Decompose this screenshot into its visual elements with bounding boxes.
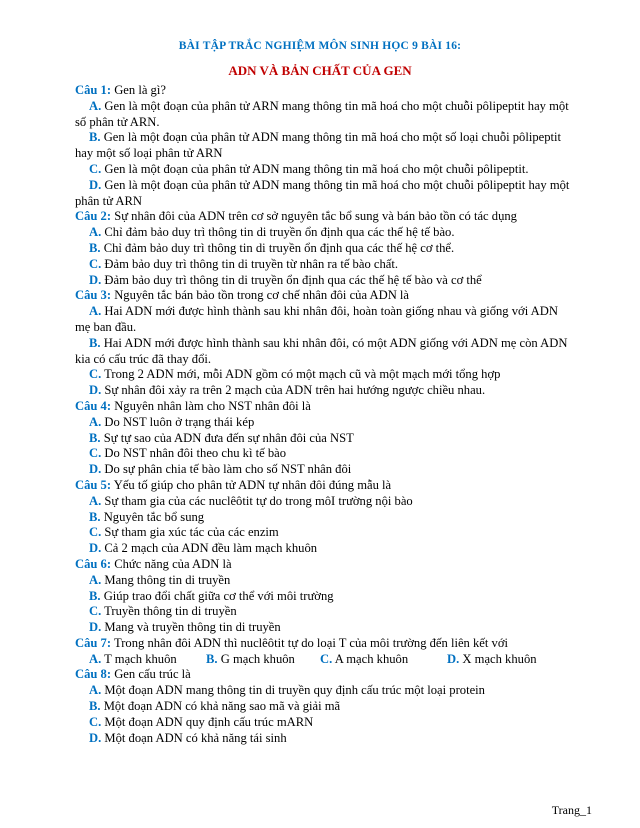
- answer-letter: C.: [89, 256, 102, 271]
- answer-text: Một đoạn ADN quy định cấu trúc mARN: [101, 714, 314, 729]
- answer-text: Do NST nhân đôi theo chu kì tế bào: [101, 446, 287, 461]
- answer-option-b: [206, 652, 320, 668]
- answer-option-a: [75, 415, 570, 431]
- answer-text: Do NST luôn ở trạng thái kép: [101, 414, 255, 429]
- answer-option-c: [75, 162, 570, 178]
- answer-text: Một đoạn ADN có khả năng tái sinh: [101, 730, 287, 745]
- answer-text: G mạch khuôn: [217, 651, 295, 666]
- question-text: Nguyên tắc bán bảo tồn trong cơ chế nhân đôi của ADN là: [111, 288, 410, 303]
- answer-letter: C.: [89, 714, 102, 729]
- question-list: [75, 83, 570, 746]
- answer-letter: B.: [89, 430, 101, 445]
- question-number: Câu 1:: [75, 83, 112, 97]
- answer-option-d: [447, 652, 537, 668]
- question-3: [75, 288, 570, 304]
- answer-letter: C.: [89, 161, 102, 176]
- answer-text: Giúp trao đổi chất giữa cơ thể với môi trường: [100, 588, 334, 603]
- answer-text: Sự tham gia xúc tác của các enzim: [101, 525, 279, 540]
- answer-text: Sự tự sao của ADN đưa đến sự nhân đôi của NST: [100, 430, 354, 445]
- question-number: Câu 8:: [75, 667, 112, 682]
- question-number: Câu 2:: [75, 209, 112, 224]
- answer-letter: D.: [89, 383, 102, 398]
- answer-text: Do sự phân chia tế bào làm cho số NST nhân đôi: [101, 462, 352, 477]
- answer-letter: D.: [89, 177, 102, 192]
- answer-option-a: [75, 225, 570, 241]
- answer-text: X mạch khuôn: [459, 651, 537, 666]
- answer-option-b: [75, 130, 570, 162]
- question-text: Nguyên nhân làm cho NST nhân đôi là: [111, 398, 311, 413]
- answer-letter: D.: [89, 730, 102, 745]
- question-8: [75, 667, 570, 683]
- answer-text: Gen là một đoạn của phân tử ADN mang thông tin mã hoá cho một số loại chuỗi pôlipeptit hay một số loại phân tử ARN: [75, 130, 562, 161]
- answer-option-c: [75, 715, 570, 731]
- question-text: Chức năng của ADN là: [111, 556, 232, 571]
- answer-letter: A.: [89, 651, 102, 666]
- answer-option-a: [75, 494, 570, 510]
- answer-option-d: [75, 620, 570, 636]
- answer-text: Nguyên tắc bổ sung: [100, 509, 205, 524]
- answer-text: Chỉ đảm bảo duy trì thông tin di truyền ổn định qua các thế hệ tế bào.: [101, 225, 455, 240]
- answer-letter: A.: [89, 493, 102, 508]
- document-title: BÀI TẬP TRẮC NGHIỆM MÔN SINH HỌC 9 BÀI 16:: [178, 40, 462, 52]
- answer-text: T mạch khuôn: [101, 651, 177, 666]
- question-7: [75, 636, 570, 652]
- question-4: [75, 399, 570, 415]
- question-number: Câu 5:: [75, 477, 112, 492]
- answer-text: Chỉ đảm bảo duy trì thông tin di truyền ổn định qua các thế hệ cơ thể.: [100, 240, 455, 255]
- answer-option-b: [75, 699, 570, 715]
- answer-option-d: [75, 178, 570, 210]
- answer-letter: B.: [89, 509, 101, 524]
- answer-text: Gen là một đoạn của phân tử ARN mang thông tin mã hoá cho một chuỗi pôlipeptit hay một số phân tử ARN.: [75, 98, 569, 129]
- answer-letter: C.: [320, 651, 333, 666]
- answer-letter: B.: [89, 335, 101, 350]
- answer-letter: D.: [89, 541, 102, 556]
- answer-text: Gen là một đoạn của phân tử ADN mang thông tin mã hoá cho một chuỗi pôlipeptit.: [101, 161, 529, 176]
- answer-text: Truyền thông tin di truyền: [101, 604, 237, 619]
- answer-option-d: [75, 731, 570, 747]
- answer-option-c: [75, 604, 570, 620]
- answer-letter: D.: [89, 462, 102, 477]
- answer-text: Một đoạn ADN có khả năng sao mã và giải mã: [100, 699, 341, 714]
- answer-text: Đảm bảo duy trì thông tin di truyền từ nhân ra tế bào chất.: [101, 256, 399, 271]
- question-text: Gen là gì?: [111, 83, 166, 97]
- answer-letter: C.: [89, 446, 102, 461]
- answer-option-c: [320, 652, 447, 668]
- answer-text: A mạch khuôn: [332, 651, 409, 666]
- question-number: Câu 3:: [75, 288, 112, 303]
- answer-text: Mang và truyền thông tin di truyền: [101, 620, 281, 635]
- answer-letter: B.: [89, 240, 101, 255]
- question-2: [75, 209, 570, 225]
- answer-option-a: [75, 304, 570, 336]
- answer-text: Mang thông tin di truyền: [101, 572, 231, 587]
- answer-letter: A.: [89, 225, 102, 240]
- answer-letter: A.: [89, 572, 102, 587]
- answer-letter: A.: [89, 414, 102, 429]
- answer-option-b: [75, 510, 570, 526]
- answer-letter: B.: [89, 588, 101, 603]
- question-6: [75, 557, 570, 573]
- answer-letter: D.: [89, 620, 102, 635]
- question-number: Câu 7:: [75, 635, 112, 650]
- answer-option-b: [75, 336, 570, 368]
- answer-text: Cả 2 mạch của ADN đều làm mạch khuôn: [101, 541, 318, 556]
- answer-option-d: [75, 541, 570, 557]
- answer-option-c: [75, 367, 570, 383]
- answer-option-a: [75, 99, 570, 131]
- question-5: [75, 478, 570, 494]
- answer-option-d: [75, 383, 570, 399]
- question-text: Yếu tố giúp cho phân tử ADN tự nhân đôi đúng mẫu là: [111, 477, 392, 492]
- answer-option-b: [75, 589, 570, 605]
- question-text: Trong nhân đôi ADN thì nuclêôtit tự do loại T của môi trường đến liên kết với: [111, 635, 508, 650]
- answer-letter: A.: [89, 98, 102, 113]
- answer-text: Trong 2 ADN mới, mỗi ADN gồm có một mạch cũ và một mạch mới tổng hợp: [101, 367, 501, 382]
- question-number: Câu 4:: [75, 398, 112, 413]
- question-text: Sự nhân đôi của ADN trên cơ sở nguyên tắc bổ sung và bán bảo tồn có tác dụng: [111, 209, 517, 224]
- answer-text: Gen là một đoạn của phân tử ADN mang thông tin mã hoá cho một chuỗi pôlipeptit hay một phân tử ARN: [75, 177, 570, 208]
- answer-text: Đảm bảo duy trì thông tin di truyền ổn định qua các thế hệ tế bào và cơ thể: [101, 272, 482, 287]
- answer-text: Hai ADN mới được hình thành sau khi nhân đôi, có một ADN giống với ADN mẹ còn ADN kia có cấu trúc đã thay đổi.: [75, 335, 568, 366]
- answer-letter: A.: [89, 683, 102, 698]
- answer-option-d: [75, 462, 570, 478]
- answer-letter: C.: [89, 525, 102, 540]
- answer-option-c: [75, 257, 570, 273]
- answer-option-c: [75, 525, 570, 541]
- answer-text: Một đoạn ADN mang thông tin di truyền quy định cấu trúc một loại protein: [101, 683, 485, 698]
- page-number: Trang_1: [551, 803, 592, 817]
- answer-letter: D.: [89, 272, 102, 287]
- answer-letter: C.: [89, 367, 102, 382]
- answer-option-a: [75, 683, 570, 699]
- question-1: [75, 83, 570, 99]
- answer-letter: B.: [206, 651, 218, 666]
- answer-option-a: [89, 652, 206, 668]
- answer-letter: B.: [89, 130, 101, 145]
- question-text: Gen cấu trúc là: [111, 667, 191, 682]
- question-number: Câu 6:: [75, 556, 112, 571]
- answer-option-a: [75, 573, 570, 589]
- answer-letter: C.: [89, 604, 102, 619]
- answer-option-b: [75, 241, 570, 257]
- answer-letter: A.: [89, 304, 102, 319]
- answer-row: [75, 652, 570, 668]
- answer-letter: B.: [89, 699, 101, 714]
- answer-option-d: [75, 273, 570, 289]
- answer-option-b: [75, 431, 570, 447]
- answer-option-c: [75, 446, 570, 462]
- answer-text: Sự tham gia của các nuclêôtit tự do trong môI trường nội bào: [101, 493, 413, 508]
- answer-text: Sự nhân đôi xảy ra trên 2 mạch của ADN trên hai hướng ngược chiều nhau.: [101, 383, 486, 398]
- answer-letter: D.: [447, 651, 460, 666]
- document-subtitle: ADN VÀ BẢN CHẤT CỦA GEN: [228, 63, 412, 78]
- answer-text: Hai ADN mới được hình thành sau khi nhân đôi, hoàn toàn giống nhau và giống với ADN mẹ ban đầu.: [75, 304, 558, 334]
